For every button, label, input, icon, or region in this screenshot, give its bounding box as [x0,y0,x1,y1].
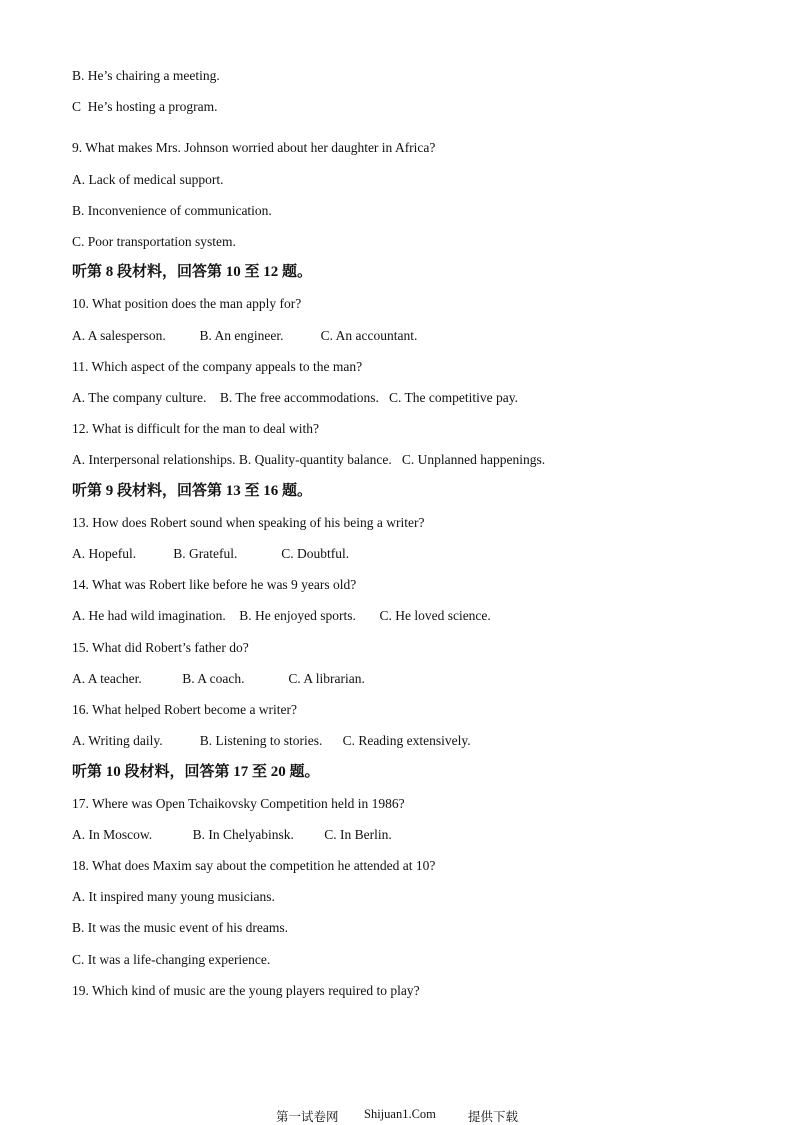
options-12: A. Interpersonal relationships. B. Quality-quantity balance. C. Unplanned happenings. [72,452,546,467]
question-19: 19. Which kind of music are the young players required to play? [72,983,420,998]
question-11: 11. Which aspect of the company appeals to the man? [72,359,363,374]
question-14: 14. What was Robert like before he was 9 years old? [72,577,357,592]
question-16: 16. What helped Robert become a writer? [72,702,298,717]
options-14: A. He had wild imagination. B. He enjoyed sports. C. He loved science. [72,608,491,623]
footer-site-link[interactable]: Shijuan1.Com [364,1107,436,1121]
option-8b: B. He’s chairing a meeting. [72,68,220,83]
options-16: A. Writing daily. B. Listening to stories. C. Reading extensively. [72,733,471,748]
question-15: 15. What did Robert’s father do? [72,640,249,655]
option-9b: B. Inconvenience of communication. [72,203,272,218]
question-9: 9. What makes Mrs. Johnson worried about her daughter in Africa? [72,140,436,155]
options-10: A. A salesperson. B. An engineer. C. An accountant. [72,328,418,343]
question-13: 13. How does Robert sound when speaking of his being a writer? [72,515,425,530]
footer-download: 提供下载 [468,1110,519,1124]
option-9c: C. Poor transportation system. [72,234,236,249]
option-8c: C He’s hosting a program. [72,99,218,114]
section-heading-8: 听第 8 段材料，回答第 10 至 12 题。 [72,264,313,280]
options-17: A. In Moscow. B. In Chelyabinsk. C. In Berlin. [72,827,392,842]
question-10: 10. What position does the man apply for? [72,296,302,311]
option-9a: A. Lack of medical support. [72,172,224,187]
section-heading-9: 听第 9 段材料，回答第 13 至 16 题。 [72,483,313,499]
question-17: 17. Where was Open Tchaikovsky Competition held in 1986? [72,796,405,811]
footer-site-cn: 第一试卷网 [276,1110,339,1124]
options-15: A. A teacher. B. A coach. C. A librarian. [72,671,365,686]
section-heading-10: 听第 10 段材料，回答第 17 至 20 题。 [72,764,320,780]
question-18: 18. What does Maxim say about the competition he attended at 10? [72,858,436,873]
option-18b: B. It was the music event of his dreams. [72,920,288,935]
question-12: 12. What is difficult for the man to deal with? [72,421,319,436]
options-13: A. Hopeful. B. Grateful. C. Doubtful. [72,546,350,561]
options-11: A. The company culture. B. The free accommodations. C. The competitive pay. [72,390,519,405]
option-18a: A. It inspired many young musicians. [72,889,275,904]
option-18c: C. It was a life-changing experience. [72,952,271,967]
